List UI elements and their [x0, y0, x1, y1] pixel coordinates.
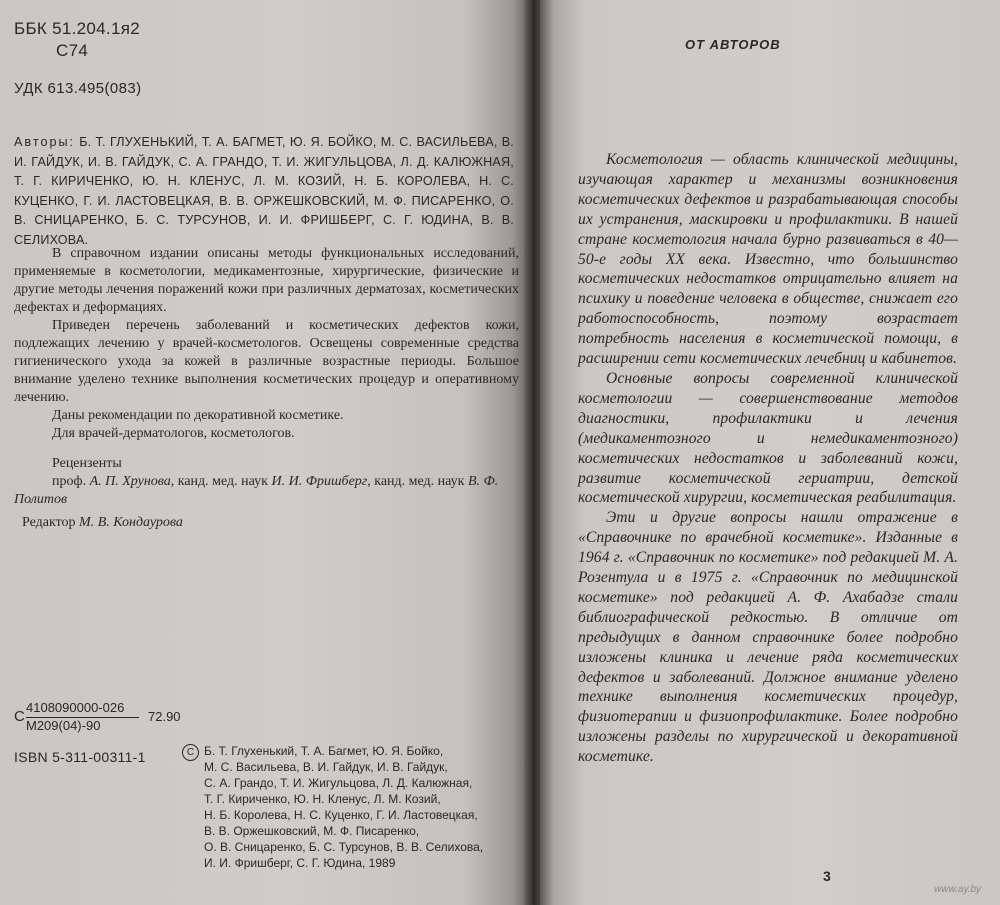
copyright-line: Б. Т. Глухенький, Т. А. Багмет, Ю. Я. Бойко, — [204, 744, 444, 758]
reviewers-degree: , канд. мед. наук — [367, 474, 468, 489]
copyright-line: М. С. Васильева, В. И. Гайдук, И. В. Гайдук, — [204, 760, 448, 774]
preface-text — [578, 150, 958, 767]
preface-paragraph: Основные вопросы современной клинической косметологии — совершенствование методов диагностики, профилактики и лечения (медикаментозного и немедикаментозного) косметических недостатков и заболеваний кожи, развитие косметической гериатрии, детской косметической хирургии, косметическая реабилитация. — [578, 369, 958, 507]
copyright-line: О. В. Сницаренко, Б. С. Турсунов, В. В. Селихова, — [204, 840, 484, 854]
editor-name: М. В. Кондаурова — [79, 515, 183, 530]
editor-line — [22, 514, 183, 532]
code-fraction — [26, 700, 156, 734]
annotation-paragraph: Приведен перечень заболеваний и косметических дефектов кожи, подлежащих лечению у врачей-косметологов. Освещены современные средства гигиенического ухода за кожей в различные возрастные периоды. Большое внимание уделено технике выполнения косметических процедур и оперативному лечению. — [14, 318, 519, 405]
reviewers-heading: Рецензенты — [52, 456, 122, 471]
section-title: ОТ АВТОРОВ — [685, 37, 781, 52]
code-numerator: 4108090000-026 — [26, 700, 139, 718]
preface-paragraph: Эти и другие вопросы нашли отражение в «Справочнике по врачебной косметике». Изданные в 1964 г. «Справочник по косметике» под редакцией М. А. Розентула и в 1975 г. «Справочник по медицинской косметике» под редакцией А. Ф. Ахабадзе стали библиографической редкостью. В отличие от предыдущих в данном справочнике более подробно изложены клиника и лечение ряда косметических дефектов и заболеваний. Должное внимание уделено технике выполнения косметических процедур, физиотерапии и физиопрофилактике. Более подробно изложены разделы по хирургической и декоративной косметике. — [578, 509, 958, 766]
reviewers — [14, 455, 519, 509]
authors-list — [14, 133, 514, 250]
bbk-block — [14, 18, 140, 62]
right-page — [540, 0, 1000, 905]
bbk-code: ББК 51.204.1я2 — [14, 19, 140, 38]
copyright-line: С. А. Грандо, Т. И. Жигульцова, Л. Д. Калюжная, — [204, 776, 473, 790]
editor-label: Редактор — [22, 515, 80, 530]
author-mark: С74 — [56, 41, 89, 60]
price: 72.90 — [148, 709, 181, 724]
copyright-icon: С — [182, 744, 199, 761]
code-denominator: М209(04)-90 — [26, 718, 101, 733]
annotation-paragraph: Для врачей-дерматологов, косметологов. — [52, 426, 295, 441]
reviewers-degree: , канд. мед. наук — [170, 474, 272, 489]
annotation-paragraph: Даны рекомендации по декоративной косметике. — [52, 408, 344, 423]
reviewer-name: В. Ф. Политов — [14, 474, 499, 507]
publication-code — [14, 700, 214, 736]
preface-paragraph: Косметология — область клинической медицины, изучающая характер и механизмы возникновения косметических дефектов и разрабатывающая способы их устранения, маскировки и профилактики. В нашей стране косметология начала бурно развиваться в 40—50-е годы XX века. Известно, что большинство косметических недостатков отрицательно влияет на психику и поведение человека в обществе, снижает его работоспособность, поэтому возрастает потребность населения в косметической помощи, в расширении сети косметических лечебниц и кабинетов. — [578, 151, 958, 368]
reviewer-name: И. И. Фришберг — [271, 474, 368, 489]
code-prefix: С — [14, 708, 25, 725]
authors-names: Б. Т. ГЛУХЕНЬКИЙ, Т. А. БАГМЕТ, Ю. Я. БОЙКО, М. С. ВАСИЛЬЕВА, В. И. ГАЙДУК, И. В. ГАЙДУК, С. А. ГРАНДО, Т. И. ЖИГУЛЬЦОВА, Л. Д. КАЛЮЖНАЯ, Т. Г. КИРИЧЕНКО, Ю. Н. КЛЕНУС, Л. М. КОЗИЙ, Н. Б. КОРОЛЕВА, Н. С. КУЦЕНКО, Г. И. ЛАСТОВЕЦКАЯ, В. В. ОРЖЕШКОВСКИЙ, М. Ф. ПИСАРЕНКО, О. В. СНИЦАРЕНКО, Б. С. ТУРСУНОВ, И. И. ФРИШБЕРГ, С. Г. ЮДИНА, В. В. СЕЛИХОВА. — [14, 135, 515, 247]
copyright-line: В. В. Оржешковский, М. Ф. Писаренко, — [204, 824, 420, 838]
reviewers-prefix: проф. — [52, 474, 90, 489]
copyright-line: Т. Г. Кириченко, Ю. Н. Кленус, Л. М. Козий, — [204, 792, 441, 806]
reviewer-name: А. П. Хрунова — [89, 474, 171, 489]
annotation — [14, 245, 519, 443]
copyright-line: И. И. Фришберг, С. Г. Юдина, 1989 — [204, 856, 396, 870]
watermark: www.ay.by — [934, 884, 982, 895]
authors-lead: Авторы: — [14, 135, 75, 149]
annotation-paragraph: В справочном издании описаны методы функциональных исследований, применяемые в косметологии, медикаментозные, хирургические, физические и другие методы лечения поражений кожи при различных дерматозах, косметических дефектах и деформациях. — [14, 246, 519, 315]
page-number: 3 — [823, 868, 831, 884]
isbn: ISBN 5-311-00311-1 — [14, 749, 146, 765]
reviewers-text — [14, 473, 519, 509]
udk-code: УДК 613.495(083) — [14, 80, 142, 97]
copyright-block — [186, 743, 522, 871]
copyright-line: Н. Б. Королева, Н. С. Куценко, Г. И. Ластовецкая, — [204, 808, 478, 822]
